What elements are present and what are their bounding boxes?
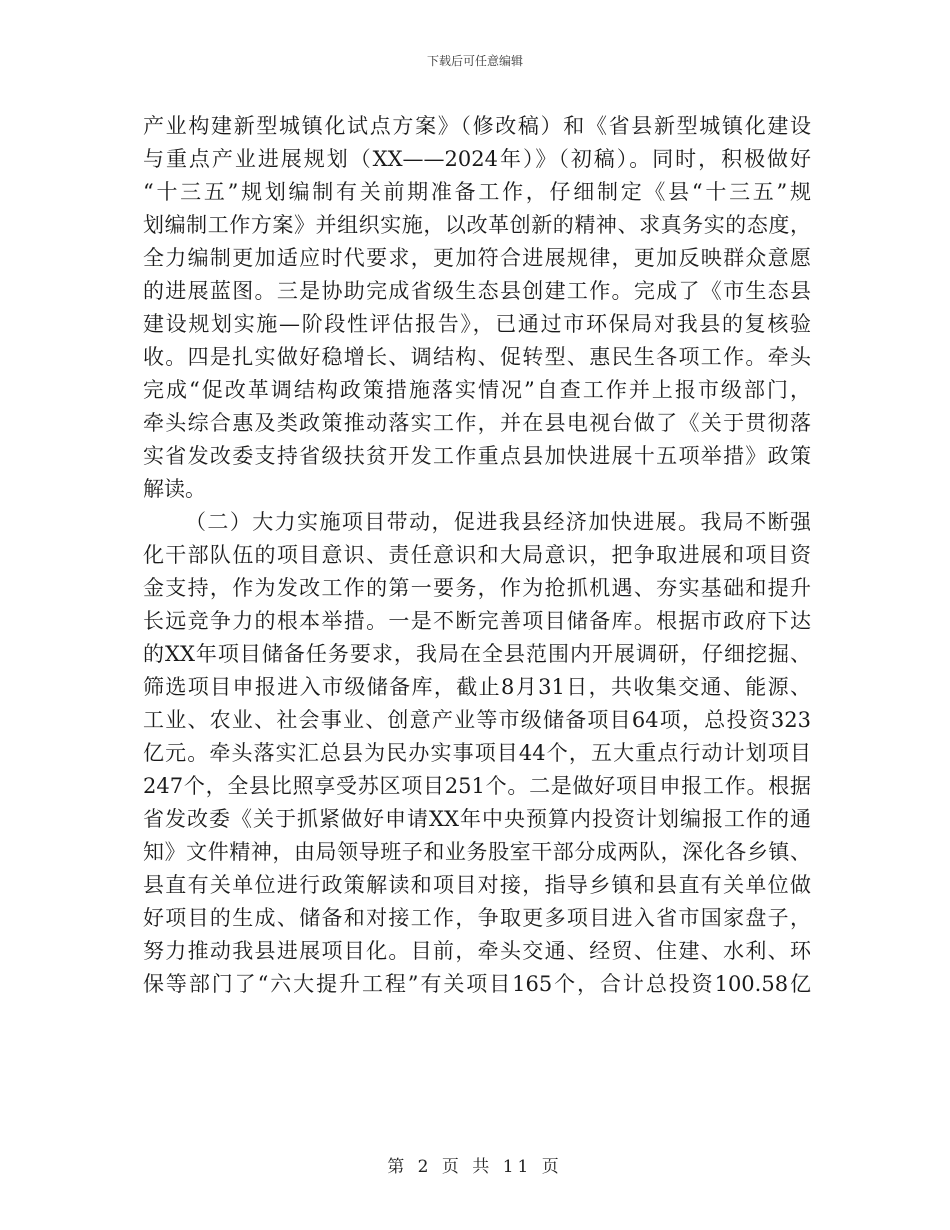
text-line: 保等部门了“六大提升工程”有关项目165个，合计总投资100.58亿 [143, 972, 811, 996]
text-line: 筛选项目申报进入市级储备库，截止8月31日，共收集交通、能源、 [143, 675, 811, 699]
text-line: 金支持，作为发改工作的第一要务，作为抢抓机遇、夯实基础和提升 [143, 576, 811, 600]
document-body [143, 110, 811, 1001]
text-line: 实省发改委支持省级扶贫开发工作重点县加快进展十五项举措》政策 [143, 444, 811, 468]
text-line: 长远竞争力的根本举措。一是不断完善项目储备库。根据市政府下达 [143, 609, 811, 633]
section-heading-line: （二）大力实施项目带动，促进我县经济加快进展。我局不断强 [185, 510, 811, 534]
text-line: 的XX年项目储备任务要求，我局在全县范围内开展调研，仔细挖掘、 [143, 642, 811, 666]
text-line: 完成“促改革调结构政策措施落实情况”自查工作并上报市级部门， [143, 378, 811, 402]
text-line: 与重点产业进展规划（XX——2024年）》（初稿）。同时，积极做好 [143, 147, 811, 171]
text-line: 全力编制更加适应时代要求，更加符合进展规律，更加反映群众意愿 [143, 246, 811, 270]
text-line: 好项目的生成、储备和对接工作，争取更多项目进入省市国家盘子， [143, 906, 811, 930]
text-line: 的进展蓝图。三是协助完成省级生态县创建工作。完成了《市生态县 [143, 279, 811, 303]
page-header: 下载后可任意编辑 [426, 54, 523, 68]
text-line: 产业构建新型城镇化试点方案》（修改稿）和《省县新型城镇化建设 [143, 114, 811, 138]
page-number-footer: 第 2 页 共 11 页 [387, 1157, 563, 1177]
text-line: 收。四是扎实做好稳增长、调结构、促转型、惠民生各项工作。牵头 [143, 345, 811, 369]
text-line: 牵头综合惠及类政策推动落实工作，并在县电视台做了《关于贯彻落 [143, 411, 811, 435]
text-line: 解读。 [143, 477, 206, 501]
text-line: “十三五”规划编制有关前期准备工作，仔细制定《县“十三五”规 [143, 180, 811, 204]
text-line: 亿元。牵头落实汇总县为民办实事项目44个，五大重点行动计划项目 [143, 741, 811, 765]
text-line: 建设规划实施—阶段性评估报告》，已通过市环保局对我县的复核验 [143, 312, 811, 336]
text-line: 化干部队伍的项目意识、责任意识和大局意识，把争取进展和项目资 [143, 543, 811, 567]
text-line: 工业、农业、社会事业、创意产业等市级储备项目64项，总投资323 [143, 708, 811, 732]
text-line: 247个，全县比照享受苏区项目251个。二是做好项目申报工作。根据 [143, 774, 811, 798]
text-line: 县直有关单位进行政策解读和项目对接，指导乡镇和县直有关单位做 [143, 873, 811, 897]
text-line: 知》文件精神，由局领导班子和业务股室干部分成两队，深化各乡镇、 [143, 840, 811, 864]
text-line: 划编制工作方案》并组织实施，以改革创新的精神、求真务实的态度， [143, 213, 811, 237]
text-line: 省发改委《关于抓紧做好申请XX年中央预算内投资计划编报工作的通 [143, 807, 811, 831]
text-line: 努力推动我县进展项目化。目前，牵头交通、经贸、住建、水利、环 [143, 939, 811, 963]
